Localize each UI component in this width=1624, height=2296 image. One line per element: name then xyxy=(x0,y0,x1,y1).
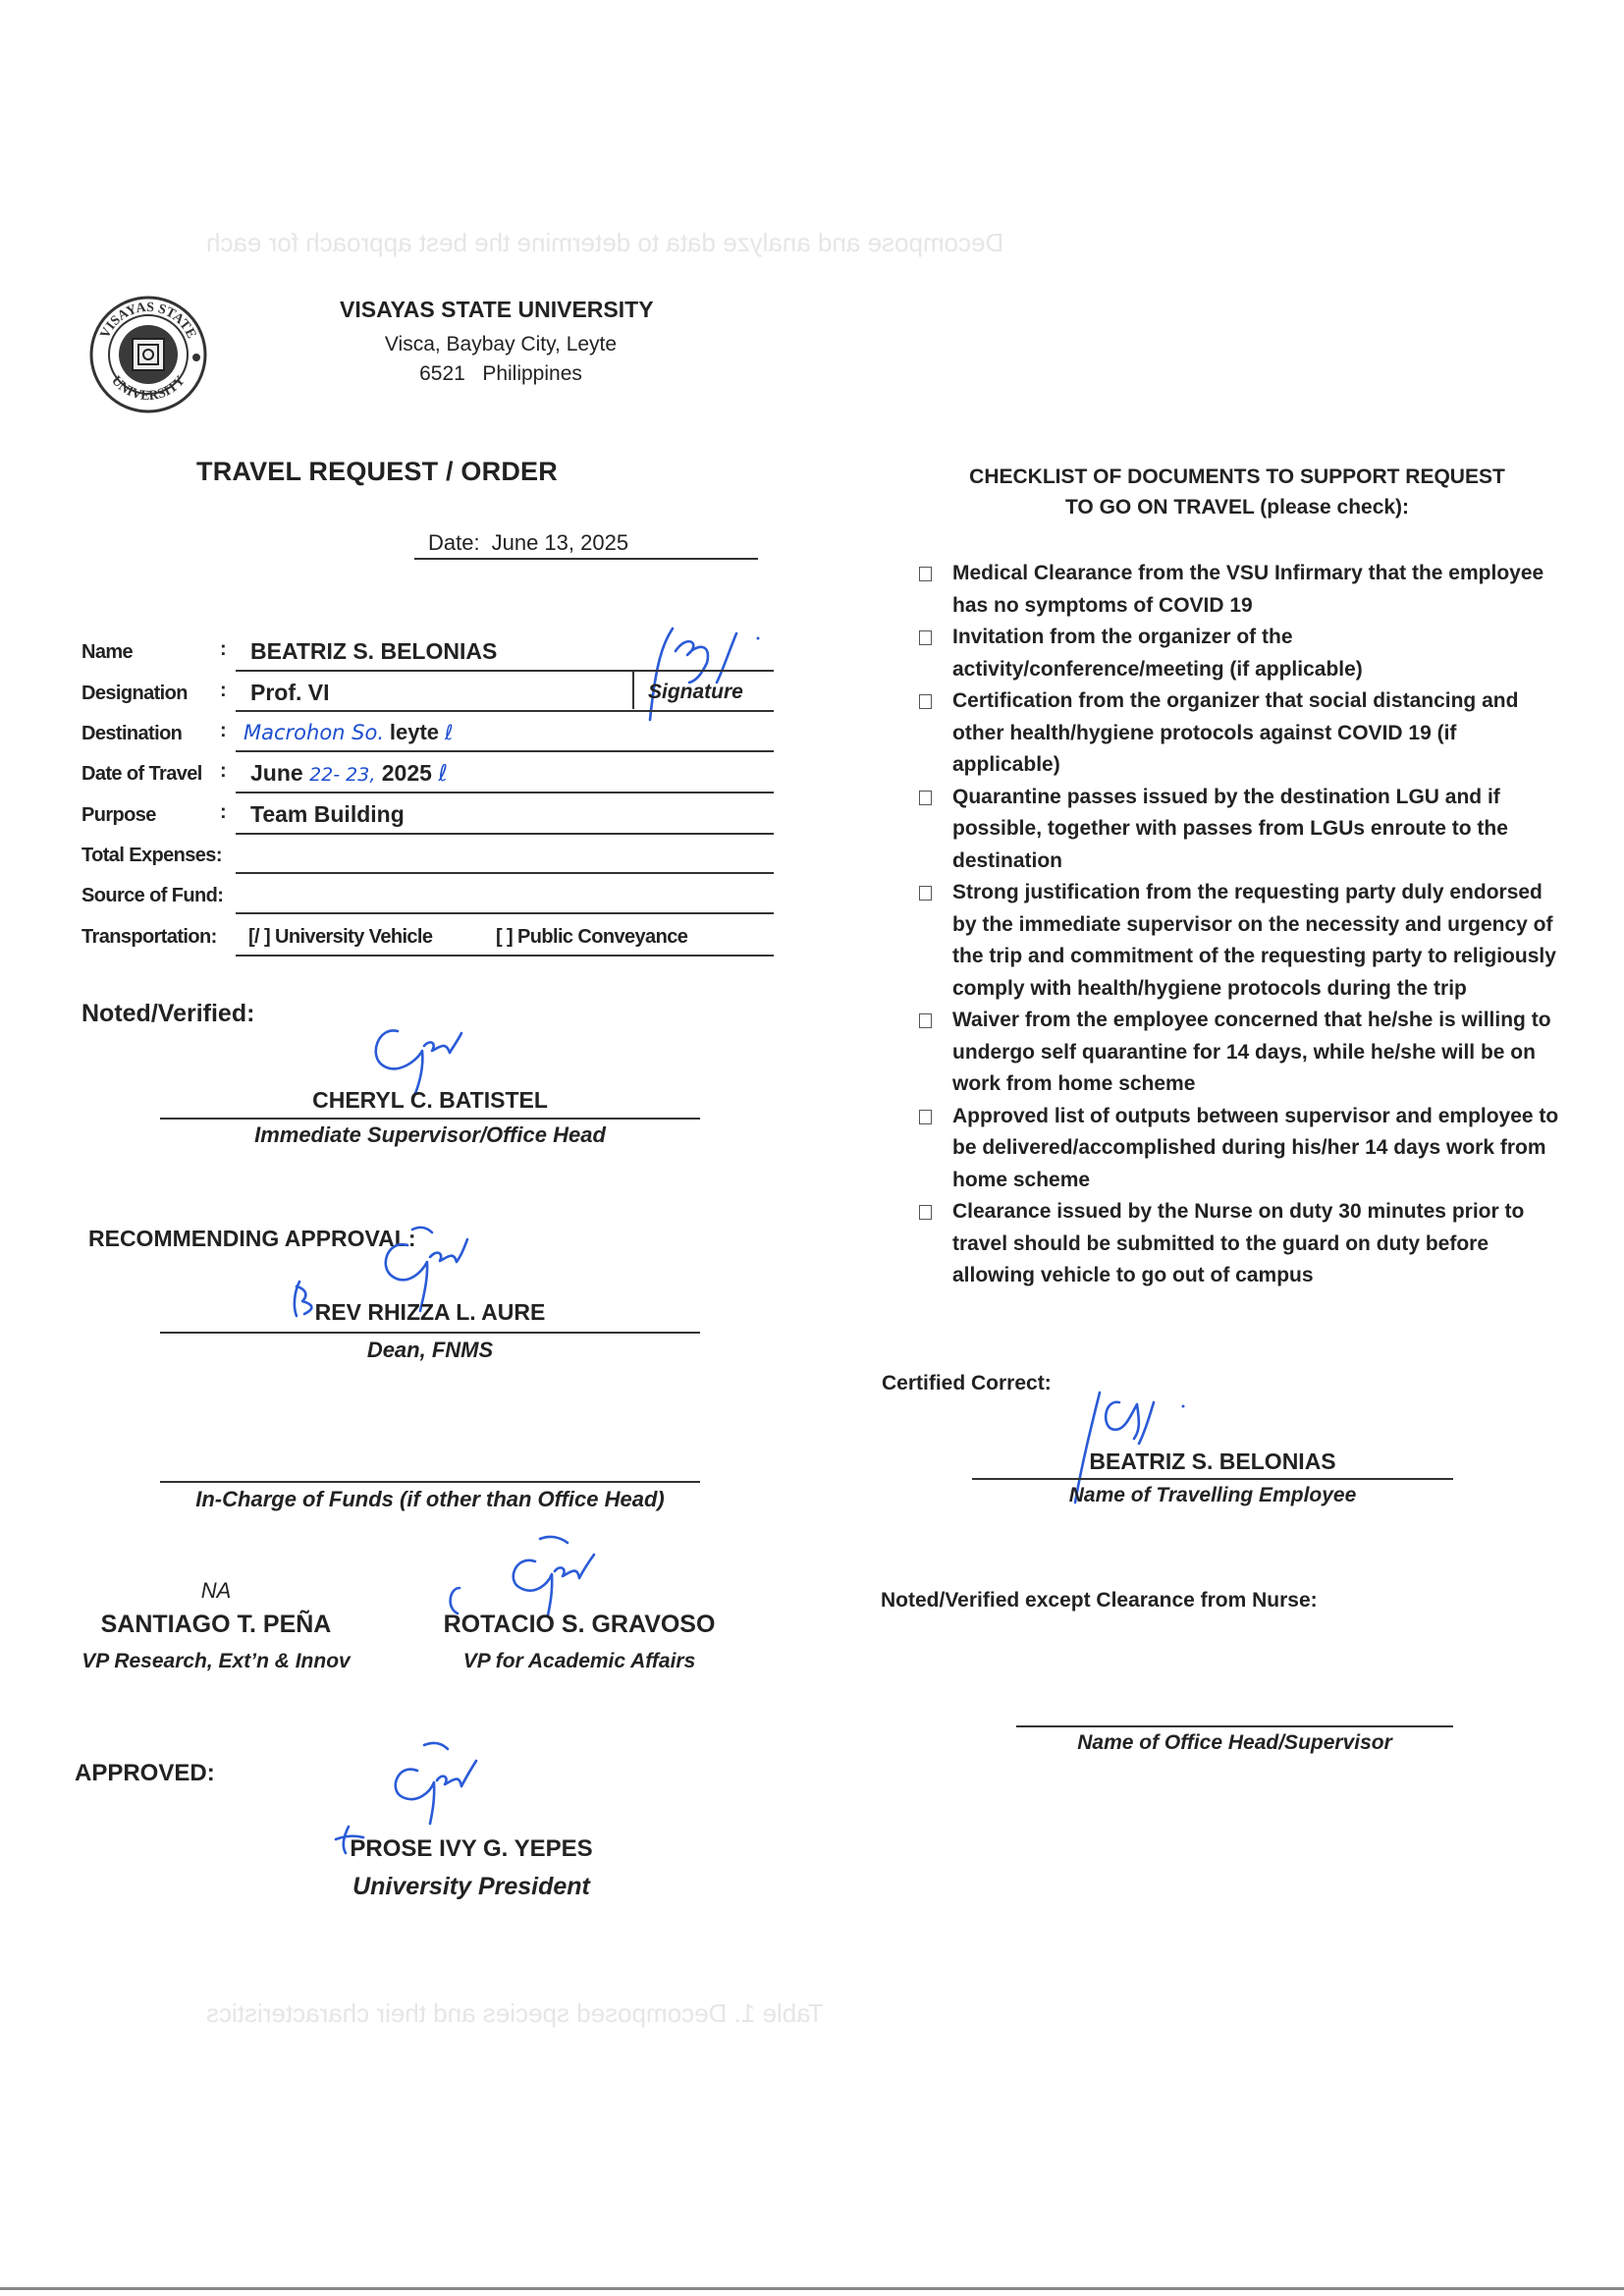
checklist-title-line1: CHECKLIST OF DOCUMENTS TO SUPPORT REQUEST xyxy=(969,465,1505,488)
vp-academic-name: ROTACIO S. GRAVOSO xyxy=(443,1611,716,1638)
checkbox-unchecked[interactable]: [ ] xyxy=(496,926,514,948)
checklist-item-text: Quarantine passes issued by the destination LGU and if possible, together with passes from LGUs enroute to the destination xyxy=(952,785,1508,872)
option-label: Public Conveyance xyxy=(517,926,688,948)
total-expenses-underline xyxy=(236,872,774,874)
purpose-underline xyxy=(236,833,774,835)
vp-research-note: NA xyxy=(200,1578,232,1603)
office-head-role: Name of Office Head/Supervisor xyxy=(1077,1731,1392,1754)
checkbox-checked[interactable]: [/ ] xyxy=(248,926,271,948)
colon: : xyxy=(220,720,227,741)
name-underline xyxy=(236,670,774,672)
checklist-item-text: Invitation from the organizer of the activity/conference/meeting (if applicable) xyxy=(952,626,1363,681)
date-of-travel-label: Date of Travel xyxy=(81,763,202,785)
checklist-item[interactable] xyxy=(911,1101,1559,1197)
checklist-item-text: Clearance issued by the Nurse on duty 30 minutes prior to travel should be submitted to the guard on duty before allowing vehicle to go out of campus xyxy=(952,1200,1525,1286)
svg-text:VISAYAS STATE: VISAYAS STATE xyxy=(97,300,199,342)
approved-label: APPROVED: xyxy=(75,1760,215,1786)
certified-correct-label: Certified Correct: xyxy=(882,1372,1052,1394)
transportation-label: Transportation: xyxy=(81,926,217,948)
checklist-title-line2: TO GO ON TRAVEL (please check): xyxy=(1064,496,1410,519)
checkbox-icon[interactable] xyxy=(919,1110,932,1124)
recommending-approval-label: RECOMMENDING APPROVAL: xyxy=(88,1226,416,1251)
date-value: June 13, 2025 xyxy=(491,530,629,555)
in-charge-role: In-Charge of Funds (if other than Office Head) xyxy=(195,1487,665,1511)
travel-year: 2025 xyxy=(381,760,432,786)
university-seal-logo xyxy=(88,295,208,414)
vp-academic-role: VP for Academic Affairs xyxy=(462,1650,696,1672)
transport-option-university-vehicle[interactable] xyxy=(248,926,432,949)
designation-value[interactable]: Prof. VI xyxy=(250,680,330,705)
date-label: Date: xyxy=(428,530,480,555)
checklist-item-text: Waiver from the employee concerned that he/she is willing to undergo self quarantine for 14 days, while he/she will be on work from home scheme xyxy=(952,1009,1551,1095)
svg-text:UNIVERSITY: UNIVERSITY xyxy=(108,373,189,405)
initial-mark: ℓ xyxy=(438,761,448,787)
destination-typed: leyte xyxy=(389,720,440,744)
colon: : xyxy=(220,801,227,823)
office-head-signature-line xyxy=(1016,1725,1453,1727)
travel-days-handwritten: 22- 23, xyxy=(309,764,376,786)
vp-research-role: VP Research, Ext’n & Innov xyxy=(81,1650,351,1672)
checklist-item[interactable] xyxy=(911,622,1559,685)
checklist-item[interactable] xyxy=(911,685,1559,782)
checkbox-icon[interactable] xyxy=(919,1205,932,1220)
colon: : xyxy=(220,760,227,782)
requester-signature-scribble xyxy=(628,604,776,722)
checklist xyxy=(911,558,1559,1292)
page-edge xyxy=(0,2287,1624,2290)
supervisor-signature-line xyxy=(160,1118,700,1120)
designation-underline xyxy=(236,710,774,712)
source-of-fund-underline xyxy=(236,912,774,914)
checklist-item-text: Strong justification from the requesting party duly endorsed by the immediate supervisor on the necessity and urgency of the trip and commitment of the requesting party to religiously comply with health/hygiene protocols during the trip xyxy=(952,881,1556,1000)
transport-option-public-conveyance[interactable] xyxy=(496,926,687,949)
designation-label: Designation xyxy=(81,683,188,704)
colon: : xyxy=(220,680,227,701)
transportation-underline xyxy=(236,955,774,957)
in-charge-signature-line xyxy=(160,1481,700,1483)
checklist-item[interactable] xyxy=(911,1196,1559,1292)
checklist-item[interactable] xyxy=(911,877,1559,1005)
checkbox-icon[interactable] xyxy=(919,791,932,805)
checklist-item[interactable] xyxy=(911,782,1559,878)
address-line-1: Visca, Baybay City, Leyte xyxy=(384,333,618,355)
checklist-title xyxy=(913,462,1561,522)
dean-role: Dean, FNMS xyxy=(366,1338,494,1362)
checklist-item-text: Approved list of outputs between supervisor and employee to be delivered/accomplished during his/her 14 days work from home scheme xyxy=(952,1104,1559,1191)
noted-except-label: Noted/Verified except Clearance from Nurse: xyxy=(881,1589,1318,1612)
bleed-through-text: Table 1. Decomposed species and their characteristics xyxy=(206,1998,824,2028)
checklist-item-text: Certification from the organizer that social distancing and other health/hygiene protocols against COVID 19 (if applicable) xyxy=(952,689,1519,776)
checklist-item-text: Medical Clearance from the VSU Infirmary that the employee has no symptoms of COVID 19 xyxy=(952,562,1544,617)
address-line-2: 6521 Philippines xyxy=(419,362,582,385)
purpose-value[interactable]: Team Building xyxy=(250,801,405,827)
supervisor-role: Immediate Supervisor/Office Head xyxy=(254,1122,606,1147)
destination-value[interactable] xyxy=(244,720,454,745)
checklist-item[interactable] xyxy=(911,1005,1559,1101)
checkbox-icon[interactable] xyxy=(919,886,932,901)
signature-label: Signature xyxy=(648,681,743,703)
total-expenses-label: Total Expenses: xyxy=(81,845,222,866)
checkbox-icon[interactable] xyxy=(919,567,932,581)
supervisor-name: CHERYL C. BATISTEL xyxy=(312,1087,548,1113)
vp-research-name: SANTIAGO T. PEÑA xyxy=(100,1611,332,1638)
travel-month: June xyxy=(250,760,303,786)
name-label: Name xyxy=(81,641,134,663)
employee-signature-line xyxy=(972,1478,1453,1480)
checkbox-icon[interactable] xyxy=(919,694,932,709)
president-name: PROSE IVY G. YEPES xyxy=(350,1835,593,1862)
university-address xyxy=(334,330,668,389)
bleed-through-text: Decompose and analyze data to determine the best approach for each xyxy=(206,228,1004,257)
option-label: University Vehicle xyxy=(275,926,433,948)
destination-handwritten: Macrohon So. xyxy=(244,721,385,744)
source-of-fund-label: Source of Fund: xyxy=(81,885,224,906)
name-value[interactable]: BEATRIZ S. BELONIAS xyxy=(250,638,498,664)
date-of-travel-value[interactable] xyxy=(250,760,448,787)
checkbox-icon[interactable] xyxy=(919,630,932,645)
signature-divider xyxy=(632,670,634,709)
employee-role: Name of Travelling Employee xyxy=(1068,1484,1357,1506)
colon: : xyxy=(220,638,227,660)
checklist-item[interactable] xyxy=(911,558,1559,622)
university-seal-icon xyxy=(88,295,208,414)
dean-name: REV RHIZZA L. AURE xyxy=(314,1299,546,1325)
noted-verified-label: Noted/Verified: xyxy=(81,1000,255,1027)
dean-signature-line xyxy=(160,1332,700,1334)
president-role: University President xyxy=(352,1873,590,1900)
destination-underline xyxy=(236,750,774,752)
checkbox-icon[interactable] xyxy=(919,1013,932,1028)
request-date xyxy=(414,530,758,556)
form-title: TRAVEL REQUEST / ORDER xyxy=(196,457,558,486)
destination-label: Destination xyxy=(81,723,183,744)
purpose-label: Purpose xyxy=(81,804,156,826)
university-name: VISAYAS STATE UNIVERSITY xyxy=(340,297,654,322)
date-of-travel-underline xyxy=(236,792,774,793)
date-underline xyxy=(414,558,758,560)
initial-mark: ℓ xyxy=(444,721,454,744)
employee-name: BEATRIZ S. BELONIAS xyxy=(1089,1449,1336,1474)
